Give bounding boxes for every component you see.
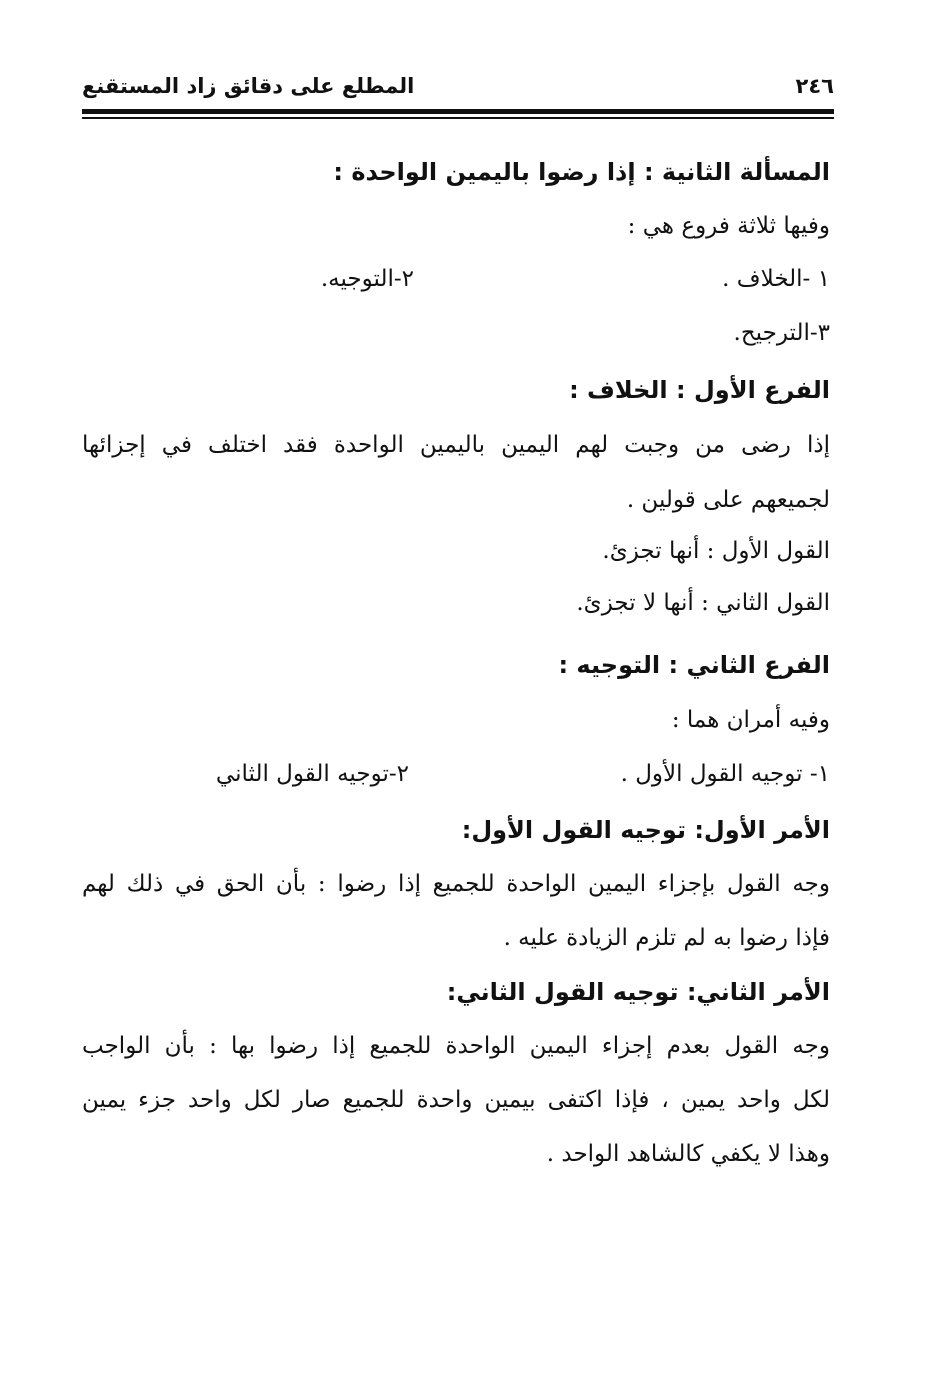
para3-line2: لكل واحد يمين ، فإذا اكتفى بيمين واحدة للجميع صار لكل واحد جزء يمين	[82, 1087, 830, 1113]
running-header	[82, 72, 834, 108]
header-rule-thin	[82, 117, 834, 119]
opinion-2: القول الثاني : أنها لا تجزئ.	[576, 590, 830, 616]
heading-matter-1: الأمر الأول: توجيه القول الأول:	[461, 816, 830, 844]
para1-line1: إذا رضى من وجبت لهم اليمين باليمين الواحدة فقد اختلف في إجزائها	[82, 432, 830, 458]
heading-branch-1: الفرع الأول : الخلاف :	[569, 376, 830, 404]
book-title: المطلع على دقائق زاد المستقنع	[82, 74, 415, 98]
para2-line2: فإذا رضوا به لم تلزم الزيادة عليه .	[503, 925, 830, 951]
intro-matters: وفيه أمران هما :	[671, 707, 830, 733]
para2-line1: وجه القول بإجزاء اليمين الواحدة للجميع إذا رضوا : بأن الحق في ذلك لهم	[82, 871, 830, 897]
branch-item-2: ٢-التوجيه.	[320, 266, 414, 292]
para3-line3: وهذا لا يكفي كالشاهد الواحد .	[546, 1141, 830, 1167]
intro-branches: وفيها ثلاثة فروع هي :	[627, 213, 830, 239]
matter-item-1: ١- توجيه القول الأول .	[620, 761, 830, 787]
branch-item-3: ٣-الترجيح.	[733, 320, 830, 346]
heading-issue: المسألة الثانية : إذا رضوا باليمين الواحدة :	[333, 158, 830, 186]
heading-matter-2: الأمر الثاني: توجيه القول الثاني:	[446, 978, 830, 1006]
opinion-1: القول الأول : أنها تجزئ.	[602, 538, 830, 564]
para1-line2: لجميعهم على قولين .	[626, 487, 830, 513]
matter-item-2: ٢-توجيه القول الثاني	[215, 761, 409, 787]
page-number: ٢٤٦	[795, 74, 834, 98]
branch-item-1: ١ -الخلاف .	[722, 266, 830, 292]
para3-line1: وجه القول بعدم إجزاء اليمين الواحدة للجميع إذا رضوا بها : بأن الواجب	[82, 1033, 830, 1059]
header-rule-thick	[82, 109, 834, 114]
heading-branch-2: الفرع الثاني : التوجيه :	[558, 651, 830, 679]
